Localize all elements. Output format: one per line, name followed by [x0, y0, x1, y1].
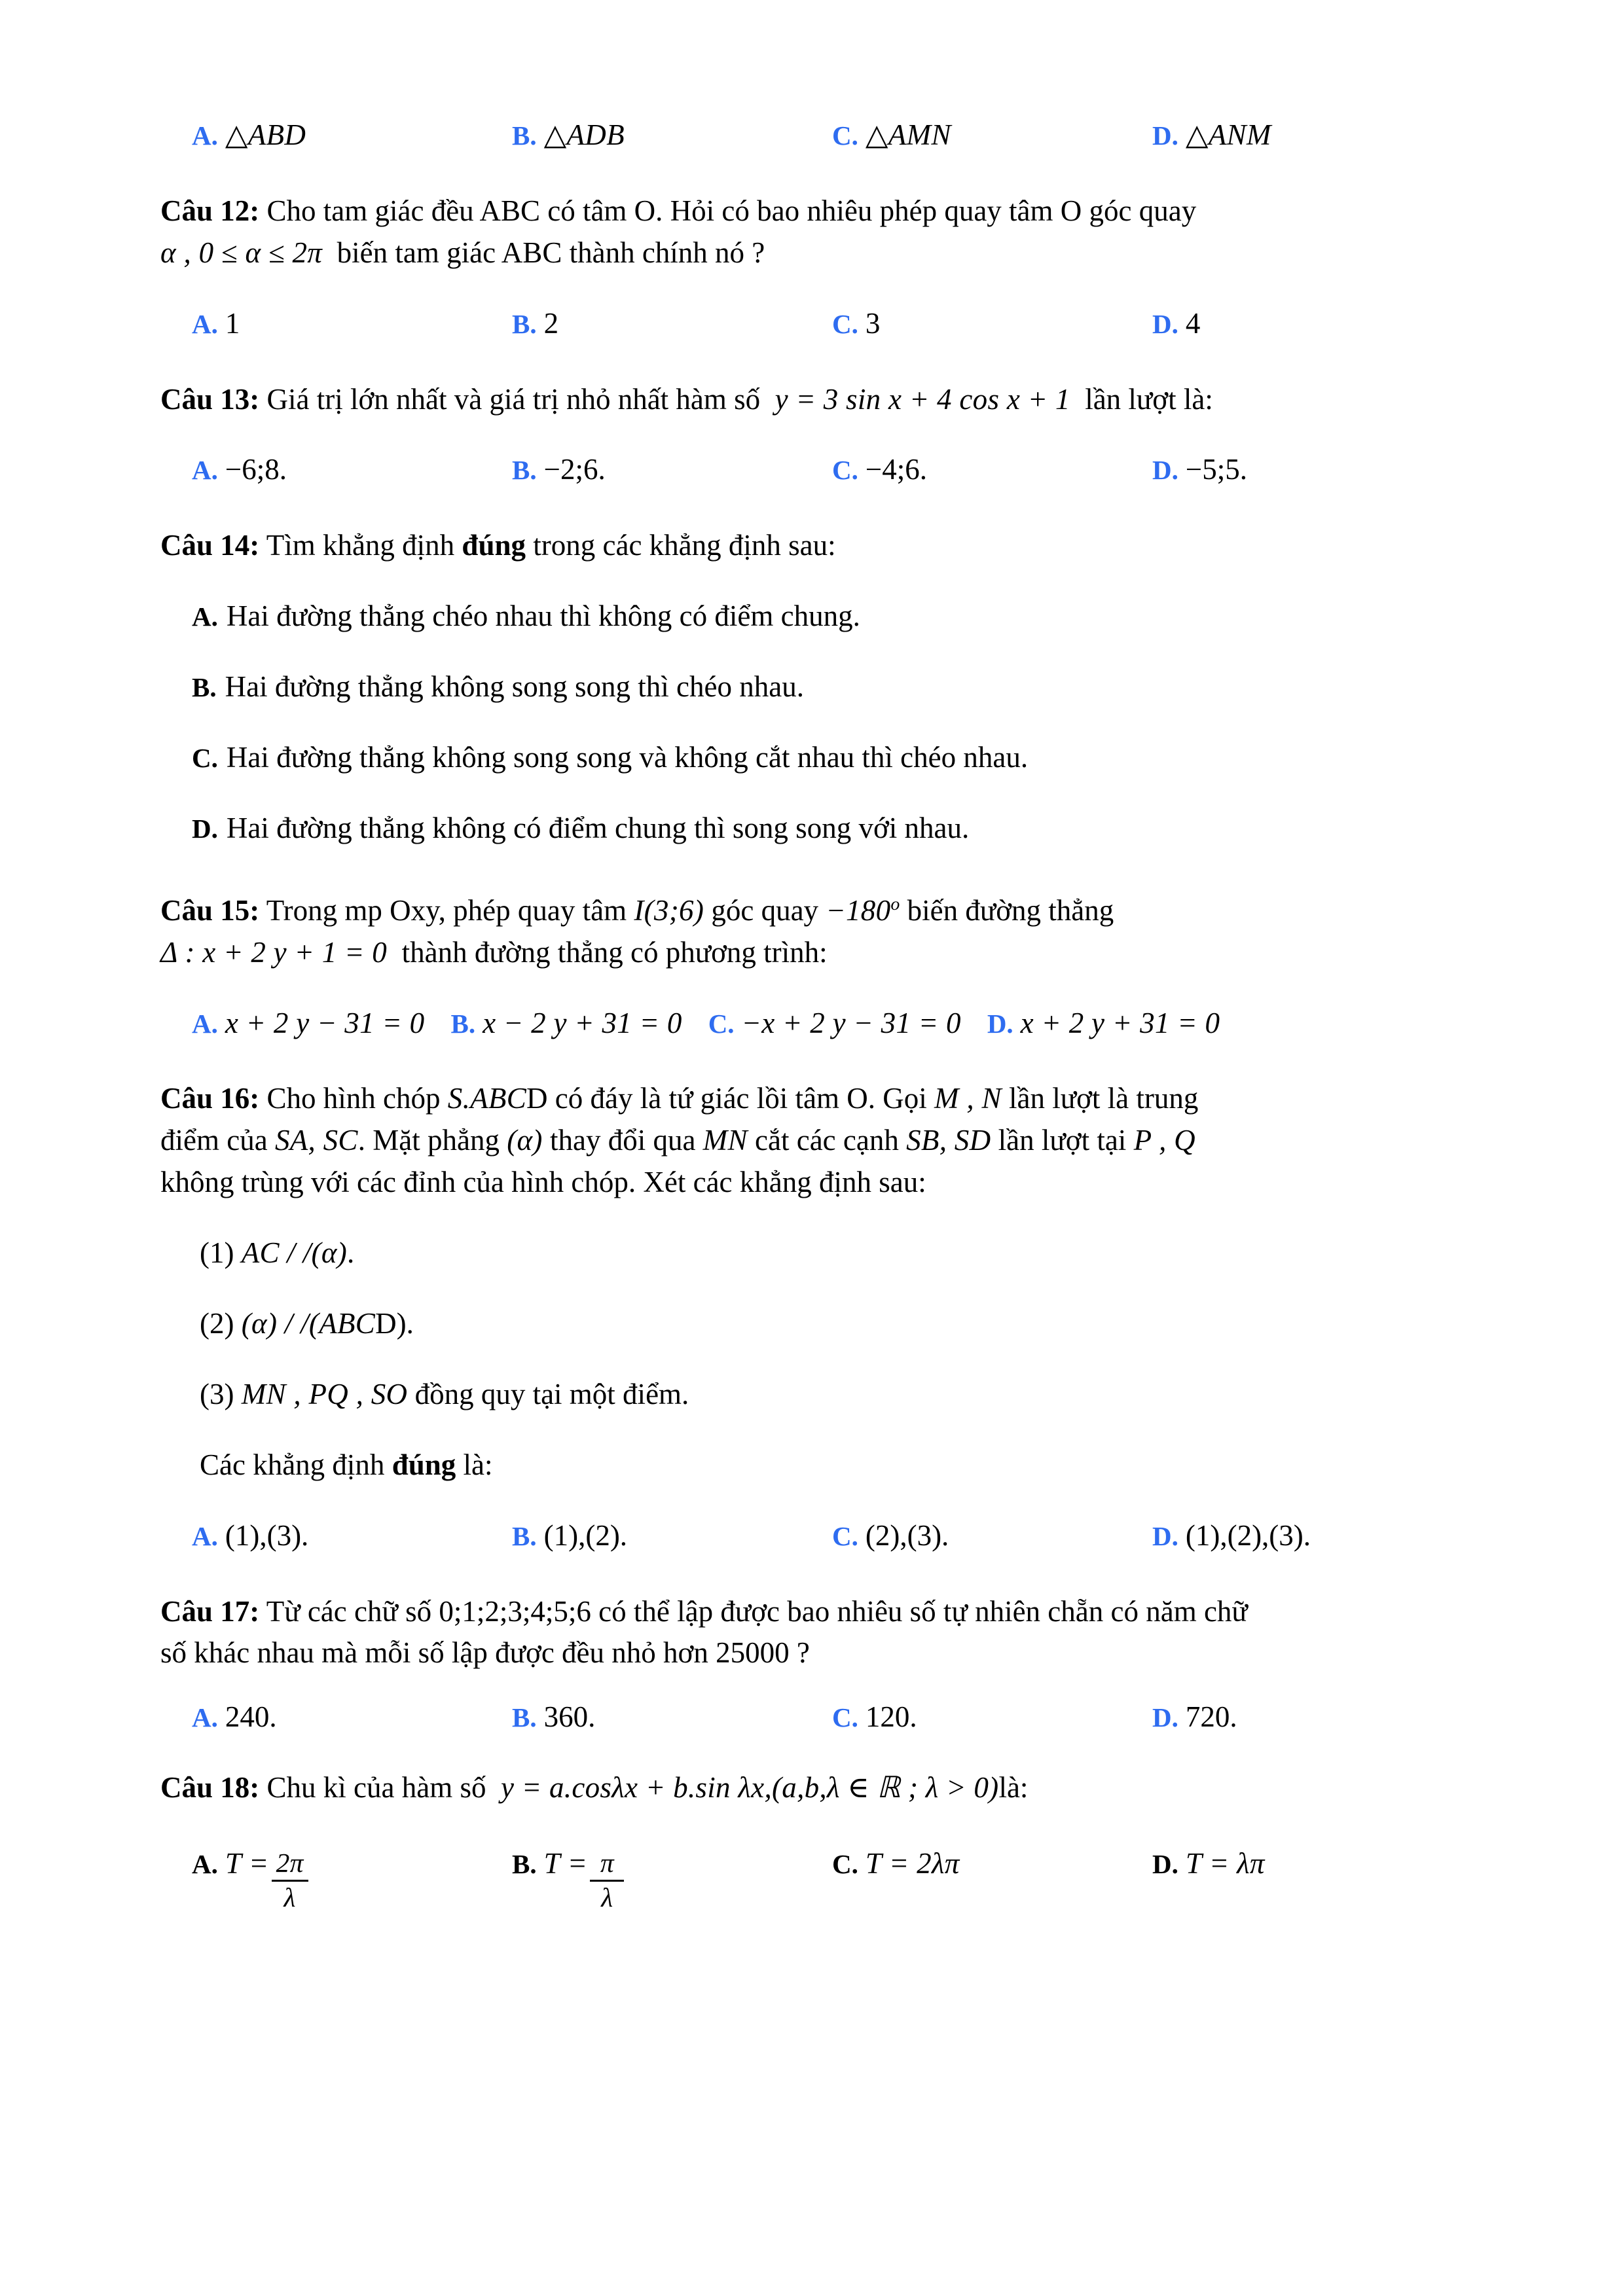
- question-16-closing: [160, 1444, 1472, 1486]
- answer-option-a[interactable]: [192, 303, 512, 345]
- item-tail-3: đồng quy tại một điểm.: [414, 1377, 689, 1410]
- answer-option-b[interactable]: [512, 1696, 832, 1738]
- document-body: [160, 115, 1472, 1913]
- option-label-a: A.: [192, 1849, 218, 1880]
- option-label-c: C.: [832, 1849, 858, 1880]
- answer-option-d[interactable]: [1152, 449, 1472, 491]
- option-label-d: D.: [1152, 1520, 1178, 1551]
- option-label-b: B.: [512, 455, 537, 486]
- option-text-c: T = 2λπ: [865, 1847, 960, 1880]
- option-text-c: △AMN: [865, 118, 951, 151]
- option-text-d: Hai đường thẳng không có điểm chung thì song song với nhau.: [226, 811, 970, 844]
- option-label-c: C.: [832, 120, 858, 151]
- answer-option-c[interactable]: [832, 449, 1152, 491]
- question-16-math-6: SB, SD: [906, 1124, 991, 1157]
- fraction-a: [272, 1849, 308, 1912]
- answer-option-d[interactable]: [1152, 1515, 1472, 1557]
- item-number-2: (2): [200, 1307, 234, 1340]
- answer-option-c[interactable]: [832, 1843, 1152, 1885]
- option-label-d: D.: [1152, 455, 1178, 486]
- question-18-tag: Câu 18:: [160, 1771, 260, 1804]
- option-label-c: C.: [832, 1520, 858, 1551]
- option-label-c: C.: [832, 1702, 858, 1733]
- question-14-stem: [160, 525, 1472, 567]
- question-14-statement-c[interactable]: [160, 737, 1472, 779]
- question-11-answers: [160, 115, 1472, 156]
- question-18-text-b: là:: [998, 1771, 1029, 1804]
- question-16-line-3: không trùng với các đỉnh của hình chóp. Xét các khẳng định sau:: [160, 1166, 926, 1199]
- option-text-b: 2: [543, 306, 559, 340]
- question-12-tag: Câu 12:: [160, 194, 260, 227]
- question-17-text-d: ?: [796, 1636, 810, 1670]
- question-16-text-h: lần lượt tại: [998, 1124, 1127, 1157]
- question-18-stem: [160, 1767, 1472, 1809]
- option-label-b: B.: [512, 120, 537, 151]
- question-16-line-2: [160, 1120, 1472, 1162]
- option-label-a: A.: [192, 455, 218, 486]
- item-math-2b: D: [375, 1307, 397, 1340]
- answer-option-b[interactable]: [450, 1003, 682, 1045]
- question-18-text-a: Chu kì của hàm số: [266, 1771, 486, 1804]
- answer-option-b[interactable]: [512, 303, 832, 345]
- option-text-d: −5;5.: [1185, 453, 1247, 486]
- item-tail-2: ).: [396, 1307, 414, 1340]
- option-text-c: −x + 2 y − 31 = 0: [741, 1006, 961, 1039]
- question-13-text-b: lần lượt là:: [1085, 382, 1213, 416]
- item-math-3: MN , PQ , SO: [241, 1377, 408, 1410]
- option-label-c: C.: [192, 743, 218, 774]
- question-14-stem-b: trong các khẳng định sau:: [533, 529, 836, 562]
- question-18-answers: [160, 1843, 1472, 1913]
- answer-option-b[interactable]: [512, 1843, 832, 1913]
- option-text-d: 4: [1185, 306, 1201, 340]
- question-16-text-d: điểm của: [160, 1124, 268, 1157]
- question-16-math-7: P , Q: [1133, 1124, 1195, 1157]
- question-16-text-b: có đáy là tứ giác lồi tâm O. Gọi: [555, 1082, 927, 1115]
- option-text-c: Hai đường thẳng không song song và không cắt nhau thì chéo nhau.: [226, 741, 1029, 774]
- question-17-math-1: 0;1;2;3;4;5;6: [439, 1594, 591, 1628]
- question-16-text-c: lần lượt là trung: [1009, 1082, 1199, 1115]
- question-12: [160, 190, 1472, 345]
- question-18-math-paren: (a,b,λ ∈ ℝ ; λ > 0): [772, 1771, 999, 1804]
- closing-text-b: là:: [463, 1448, 493, 1481]
- option-label-d: D.: [1152, 120, 1178, 151]
- option-label-c: C.: [708, 1008, 735, 1039]
- option-label-a: A.: [192, 308, 218, 339]
- option-text-a: 1: [225, 306, 240, 340]
- question-16-math-4: (α): [507, 1124, 543, 1157]
- question-15-text-c: biến đường thẳng: [907, 893, 1114, 927]
- question-14-statement-d[interactable]: [160, 808, 1472, 850]
- question-16-text-a: Cho hình chóp: [266, 1082, 441, 1115]
- option-text-a: 240.: [225, 1700, 277, 1734]
- option-text-d: (1),(2),(3).: [1185, 1518, 1311, 1552]
- question-18: [160, 1767, 1472, 1913]
- question-15-answers: [160, 1003, 1472, 1045]
- question-16-text-g: cắt các cạnh: [755, 1124, 899, 1157]
- option-text-b: −2;6.: [543, 453, 606, 486]
- option-label-a: A.: [192, 1702, 218, 1733]
- question-15-math-2: −180: [826, 893, 891, 927]
- fraction-bar-a: [272, 1880, 308, 1882]
- option-label-b: B.: [192, 672, 217, 703]
- option-text-c: 120.: [865, 1700, 917, 1734]
- fraction-denominator-b: λ: [601, 1882, 613, 1912]
- option-text-c: 3: [865, 306, 881, 340]
- option-text-d: △ANM: [1185, 118, 1271, 151]
- answer-option-a[interactable]: [192, 1515, 512, 1557]
- question-16-math-2: M , N: [934, 1082, 1002, 1115]
- question-17-text-a: Từ các chữ số: [266, 1594, 432, 1628]
- option-text-c: (2),(3).: [865, 1518, 949, 1552]
- question-13-text-a: Giá trị lớn nhất và giá trị nhỏ nhất hàm số: [266, 382, 761, 416]
- option-text-d: 720.: [1185, 1700, 1237, 1734]
- question-17: [160, 1591, 1472, 1739]
- question-17-line-1: [160, 1591, 1472, 1633]
- item-tail-1: .: [347, 1236, 355, 1270]
- answer-option-c[interactable]: [832, 115, 1152, 156]
- answer-option-d[interactable]: [1152, 1843, 1472, 1885]
- question-13-tag: Câu 13:: [160, 382, 260, 416]
- question-15-line-1: [160, 890, 1472, 932]
- question-15-text-d: thành đường thẳng có phương trình:: [401, 935, 828, 969]
- question-14-stem-bold: đúng: [462, 529, 526, 562]
- answer-option-d[interactable]: [1152, 115, 1472, 156]
- option-text-b: (1),(2).: [543, 1518, 628, 1552]
- question-15-text-b: góc quay: [711, 893, 819, 927]
- question-16-tag: Câu 16:: [160, 1082, 260, 1115]
- question-12-line-2: [160, 232, 1472, 274]
- item-math-2: (α) / /(ABC: [241, 1307, 376, 1340]
- question-17-math-2: 25000: [716, 1636, 790, 1670]
- answer-option-a[interactable]: [192, 1003, 424, 1045]
- option-label-d: D.: [1152, 308, 1178, 339]
- question-12-text-2: biến tam giác ABC thành chính nó ?: [337, 236, 765, 269]
- option-label-b: B.: [512, 1520, 537, 1551]
- question-13-math: y = 3 sin x + 4 cos x + 1: [775, 382, 1070, 416]
- option-label-b: B.: [512, 1702, 537, 1733]
- question-16-math-5: MN: [702, 1124, 748, 1157]
- question-15-text-a: Trong mp Oxy, phép quay tâm: [266, 893, 627, 927]
- option-text-c: −4;6.: [865, 453, 927, 486]
- answer-option-c[interactable]: [832, 1696, 1152, 1738]
- option-label-d: D.: [987, 1008, 1013, 1039]
- option-text-a: △ABD: [225, 118, 306, 151]
- answer-option-a[interactable]: [192, 115, 512, 156]
- fraction-denominator-a: λ: [283, 1882, 296, 1912]
- question-17-text-c: số khác nhau mà mỗi số lập được đều nhỏ hơn: [160, 1636, 708, 1670]
- question-16-item-3: [160, 1374, 1472, 1416]
- fraction-numerator-b: π: [600, 1848, 614, 1878]
- option-text-a: (1),(3).: [225, 1518, 309, 1552]
- question-15-math-3: Δ : x + 2 y + 1 = 0: [160, 935, 388, 969]
- fraction-bar-b: [590, 1880, 624, 1882]
- answer-option-c[interactable]: [832, 1515, 1152, 1557]
- answer-option-a[interactable]: [192, 1843, 512, 1913]
- option-label-a: A.: [192, 1520, 218, 1551]
- question-16-item-1: [160, 1232, 1472, 1274]
- question-14-statement-a[interactable]: [160, 596, 1472, 637]
- option-text-d: T = λπ: [1185, 1847, 1265, 1880]
- question-16-item-2: [160, 1303, 1472, 1345]
- answer-option-d[interactable]: [1152, 1696, 1472, 1738]
- question-13-answers: [160, 449, 1472, 491]
- answer-option-d[interactable]: [1152, 303, 1472, 345]
- answer-option-b[interactable]: [512, 449, 832, 491]
- question-14: [160, 525, 1472, 849]
- answer-option-c[interactable]: [832, 303, 1152, 345]
- question-16-math-1: S.ABC: [447, 1082, 527, 1115]
- question-15-tag: Câu 15:: [160, 893, 260, 927]
- question-16-text-e: . Mặt phẳng: [357, 1124, 500, 1157]
- question-16-text-f: thay đổi qua: [549, 1124, 696, 1157]
- question-16-line-1: [160, 1078, 1472, 1120]
- item-math-1: AC / /(α): [241, 1236, 348, 1270]
- option-label-a: A.: [192, 120, 218, 151]
- option-prefix-a: T =: [225, 1847, 269, 1880]
- option-label-d: D.: [1152, 1702, 1178, 1733]
- option-label-b: B.: [450, 1008, 476, 1039]
- question-14-tag: Câu 14:: [160, 529, 260, 562]
- option-text-a: x + 2 y − 31 = 0: [225, 1006, 425, 1039]
- option-text-a: Hai đường thẳng chéo nhau thì không có điểm chung.: [226, 600, 860, 633]
- question-14-stem-a: Tìm khẳng định: [266, 529, 455, 562]
- option-text-a: −6;8.: [225, 453, 287, 486]
- option-label-a: A.: [192, 601, 218, 632]
- question-17-line-2: [160, 1632, 1472, 1674]
- answer-option-a[interactable]: [192, 449, 512, 491]
- answer-option-c[interactable]: [708, 1003, 961, 1045]
- option-label-b: B.: [512, 1849, 537, 1880]
- question-12-math: α , 0 ≤ α ≤ 2π: [160, 236, 323, 269]
- option-text-b: Hai đường thẳng không song song thì chéo nhau.: [225, 670, 804, 704]
- option-label-d: D.: [1152, 1849, 1178, 1880]
- option-text-b: x − 2 y + 31 = 0: [483, 1006, 682, 1039]
- item-number-3: (3): [200, 1377, 234, 1410]
- option-label-c: C.: [832, 308, 858, 339]
- fraction-numerator-a: 2π: [276, 1848, 304, 1878]
- question-15-degree-sup: o: [890, 893, 900, 914]
- question-16-math-3: SA, SC: [274, 1124, 358, 1157]
- question-12-answers: [160, 303, 1472, 345]
- answer-option-b[interactable]: [512, 1515, 832, 1557]
- option-label-a: A.: [192, 1008, 218, 1039]
- option-text-b: 360.: [543, 1700, 596, 1734]
- answer-option-a[interactable]: [192, 1696, 512, 1738]
- question-16-answers: [160, 1515, 1472, 1557]
- answer-option-d[interactable]: [987, 1003, 1220, 1045]
- question-12-line-1: [160, 190, 1472, 232]
- question-15-line-2: [160, 932, 1472, 974]
- fraction-b: [590, 1849, 624, 1912]
- question-14-statement-b[interactable]: [160, 666, 1472, 708]
- question-16-math-1b: D: [526, 1082, 548, 1115]
- question-12-text-1: Cho tam giác đều ABC có tâm O. Hỏi có bao nhiêu phép quay tâm O góc quay: [266, 194, 1197, 227]
- question-15-math-1: I(3;6): [634, 893, 704, 927]
- option-label-d: D.: [192, 813, 218, 844]
- option-label-b: B.: [512, 308, 537, 339]
- question-17-answers: [160, 1696, 1472, 1738]
- question-15: [160, 890, 1472, 1045]
- question-16: [160, 1078, 1472, 1556]
- closing-text-a: Các khẳng định: [200, 1448, 385, 1481]
- option-prefix-b: T =: [543, 1847, 588, 1880]
- option-text-d: x + 2 y + 31 = 0: [1020, 1006, 1220, 1039]
- question-17-tag: Câu 17:: [160, 1594, 260, 1628]
- question-13-line-1: [160, 379, 1472, 421]
- answer-option-b[interactable]: [512, 115, 832, 156]
- question-17-text-b: có thể lập được bao nhiêu số tự nhiên chẵn có năm chữ: [598, 1594, 1248, 1628]
- question-18-math: y = a.cosλx + b.sin λx,: [500, 1771, 772, 1804]
- option-text-b: △ADB: [543, 118, 625, 151]
- question-13: [160, 379, 1472, 492]
- option-label-c: C.: [832, 455, 858, 486]
- item-number-1: (1): [200, 1236, 234, 1270]
- closing-text-bold: đúng: [392, 1448, 456, 1481]
